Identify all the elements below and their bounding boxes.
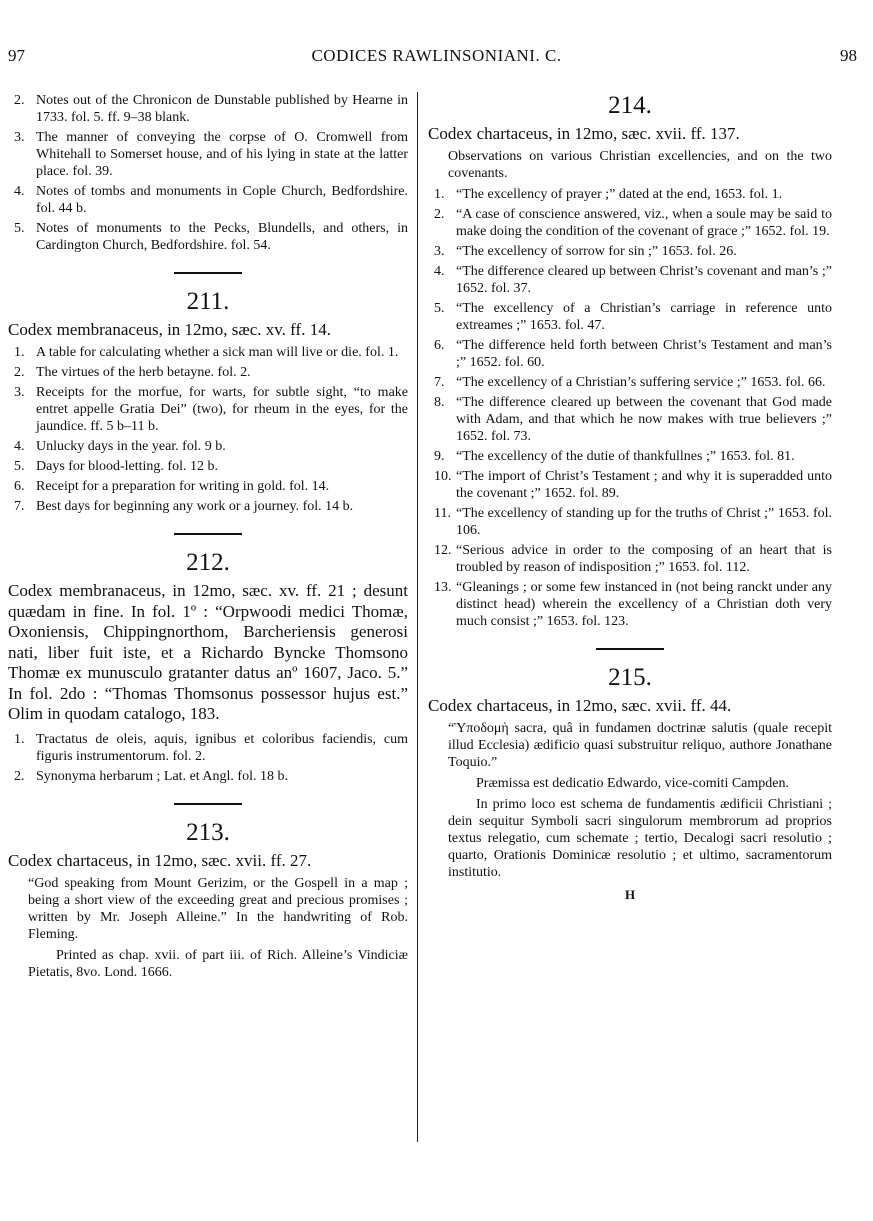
contents-note: In primo loco est schema de fundamentis ædificii Christiani ; dein sequitur Symboli sacri singulorum membrorum ad proprios textus relegatio, cum schemate ; tertio, Decalogi sacri resolutio ; quarto, Orationis Dominicæ resolutio ; et ultimo, sacramentorum institutio. (448, 797, 832, 880)
codex-description: Codex chartaceus, in 12mo, sæc. xvii. ff. 44. (428, 696, 732, 715)
section-rule (174, 803, 242, 805)
section-number-215: 215. (608, 664, 652, 691)
codex-description: Codex membranaceus, in 12mo, sæc. xv. ff. 21 ; desunt quædam in fine. In fol. 1º : “Orpwoodi medici Thomæ, Oxoniensis, Chippingnorthom, Barcheriensis generosi nati, liber fuit iste, et a Richardo Byncke Thomsono Thomæ ex munusculo gratanter datus anº 1607, Jaco. 5.” In fol. 2do : “Thomas Thomsonus possessor hujus est.” Olim in quodam catalogo, 183. (8, 581, 408, 723)
list-item: 1. “The excellency of prayer ;” dated at the end, 1653. fol. 1. (434, 187, 783, 202)
right-page-number: 98 (840, 46, 857, 65)
manuscript-title: “Ὑποδομὴ sacra, quâ in fundamen doctrinæ salutis (quale recepit illud Ecclesia) ædificio quasi substruitur reliquo, authore Jonathane Toquio.” (448, 721, 832, 770)
manuscript-description: Observations on various Christian excellencies, and on the two covenants. (448, 149, 832, 181)
list-item: 3. The manner of conveying the corpse of O. Cromwell from Whitehall to Somerset house, and of his lying in state at the latter place. fol. 39. (14, 130, 408, 179)
list-item: 11. “The excellency of standing up for the truths of Christ ;” 1653. fol. 106. (434, 506, 832, 538)
codex-description: Codex chartaceus, in 12mo, sæc. xvii. ff. 137. (428, 124, 740, 143)
list-item: 7. Best days for beginning any work or a journey. fol. 14 b. (14, 499, 354, 514)
list-item: 9. “The excellency of the dutie of thankfullnes ;” 1653. fol. 81. (434, 449, 795, 464)
left-column (8, 92, 408, 985)
codex-description: Codex membranaceus, in 12mo, sæc. xv. ff. 14. (8, 320, 331, 339)
list-item: 1. Tractatus de oleis, aquis, ignibus et coloribus faciendis, cum figuris instrumentorum. fol. 2. (14, 731, 408, 764)
list-item: 2. Synonyma herbarum ; Lat. et Angl. fol. 18 b. (14, 768, 288, 784)
continued-items (8, 92, 408, 254)
section-rule (174, 272, 242, 274)
list-item: 4. Notes of tombs and monuments in Cople Church, Bedfordshire. fol. 44 b. (14, 184, 408, 216)
section-number-214: 214. (608, 92, 652, 119)
list-item: 5. Notes of monuments to the Pecks, Blundells, and others, in Cardington Church, Bedfordshire. fol. 54. (14, 221, 408, 253)
section-number-211: 211. (186, 288, 230, 315)
section-rule (596, 648, 664, 650)
dedication-note: Præmissa est dedicatio Edwardo, vice-comiti Campden. (476, 776, 789, 791)
section-number-212: 212. (186, 549, 230, 576)
list-item: 2. Notes out of the Chronicon de Dunstable published by Hearne in 1733. fol. 5. ff. 9–38 blank. (14, 93, 408, 125)
list-item: 4. “The difference cleared up between Christ’s covenant and man’s ;” 1652. fol. 37. (434, 264, 832, 296)
list-item: 3. “The excellency of sorrow for sin ;” 1653. fol. 26. (434, 244, 737, 259)
list-item: 6. “The difference held forth between Christ’s Testament and man’s ;” 1652. fol. 60. (434, 338, 832, 370)
left-page-number: 97 (8, 46, 25, 65)
column-divider (417, 92, 418, 1142)
list-item: 5. “The excellency of a Christian’s carriage in reference unto extreames ;” 1653. fol. 47. (434, 301, 832, 333)
list-item: 13. “Gleanings ; or some few instanced in (not being ranckt under any distinct head) wherein the excellency of a Christian doth very much consist ;” 1653. fol. 123. (434, 580, 832, 629)
running-title: CODICES RAWLINSONIANI. C. (311, 46, 562, 65)
list-item: 5. Days for blood-letting. fol. 12 b. (14, 459, 218, 474)
list-item: 4. Unlucky days in the year. fol. 9 b. (14, 439, 226, 454)
section-number-213: 213. (186, 818, 230, 846)
printed-note: Printed as chap. xvii. of part iii. of Rich. Alleine’s Vindiciæ Pietatis, 8vo. Lond. 1666. (28, 947, 408, 980)
manuscript-description: “God speaking from Mount Gerizim, or the Gospell in a map ; being a short view of the exceeding great and precious promises ; written by Mr. Joseph Alleine.” In the handwriting of Rob. Fleming. (28, 875, 408, 942)
list-item: 2. “A case of conscience answered, viz., when a soule may be said to make doing the condition of the covenant of grace ;” 1652. fol. 19. (434, 207, 832, 239)
list-item: 12. “Serious advice in order to the composing of an heart that is troubled by reason of indisposition ;” 1653. fol. 112. (434, 543, 832, 575)
codex-description: Codex chartaceus, in 12mo, sæc. xvii. ff. 27. (8, 850, 312, 870)
list-item: 8. “The difference cleared up between the covenant that God made with Adam, and that which he now makes with true believers ;” 1652. fol. 73. (434, 395, 832, 444)
right-column (428, 92, 832, 903)
section-rule (174, 533, 242, 535)
signature-mark: H (624, 887, 636, 902)
list-item: 6. Receipt for a preparation for writing in gold. fol. 14. (14, 479, 330, 494)
list-item: 1. A table for calculating whether a sick man will live or die. fol. 1. (14, 345, 399, 360)
list-item: 7. “The excellency of a Christian’s suffering service ;” 1653. fol. 66. (434, 375, 826, 390)
list-item: 2. The virtues of the herb betayne. fol. 2. (14, 365, 251, 380)
list-item: 10. “The import of Christ’s Testament ; and why it is superadded unto the covenant ;” 1652. fol. 89. (434, 469, 832, 501)
list-item: 3. Receipts for the morfue, for warts, for subtle sight, “to make entret appelle Gratia Dei” (two), for rheum in the eyes, for the jaundice. ff. 5 b–11 b. (14, 385, 408, 434)
